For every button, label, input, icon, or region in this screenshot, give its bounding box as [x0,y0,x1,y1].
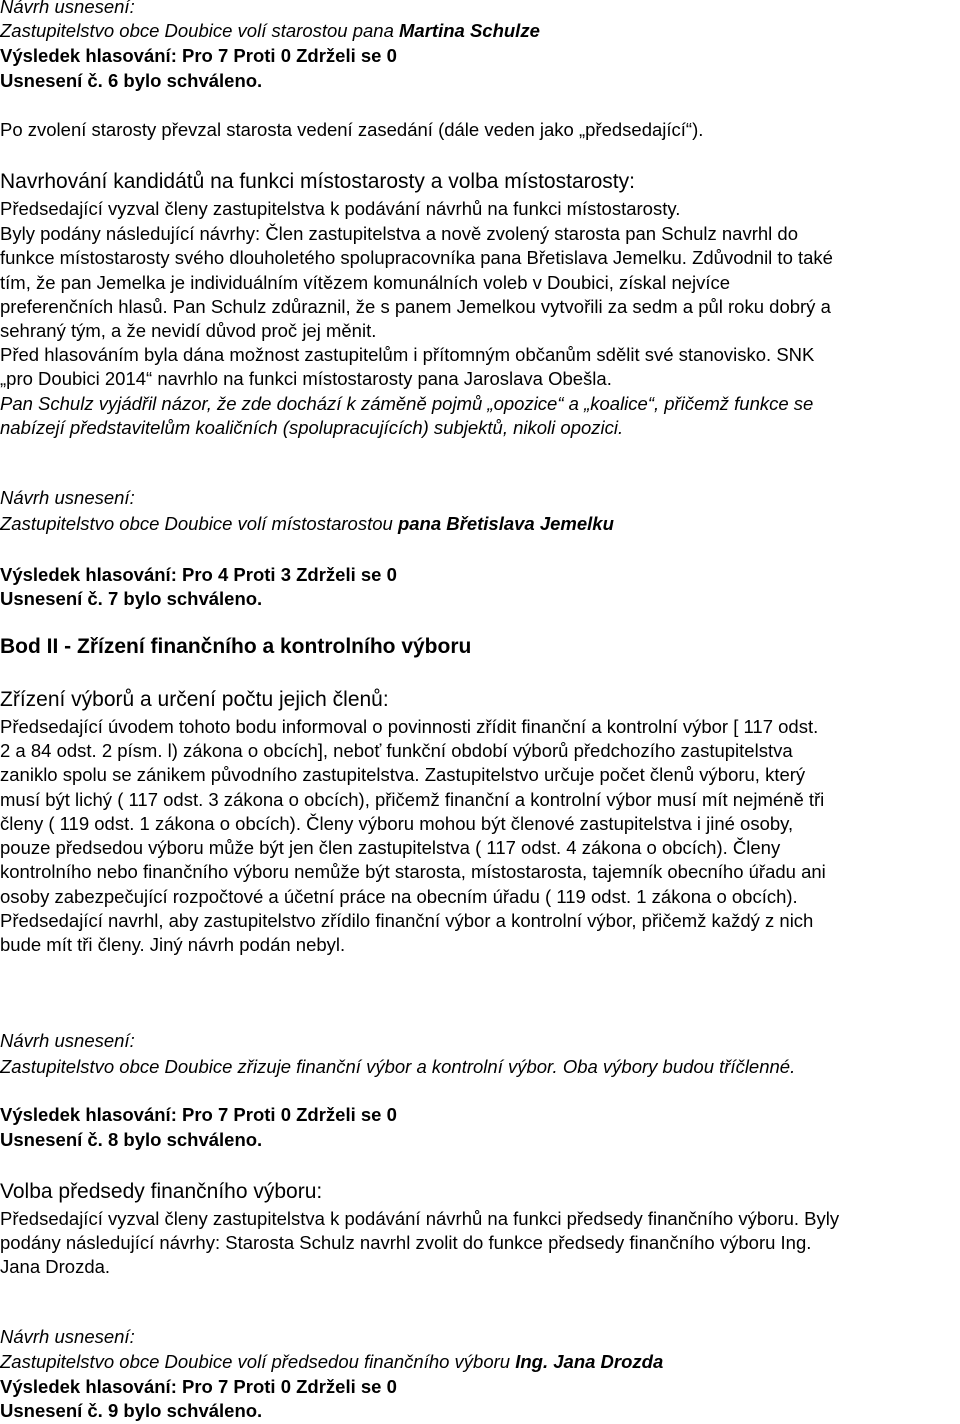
paragraph-line: Před hlasováním byla dána možnost zastupitelům i přítomným občanům sdělit své stanovisko. SNK [0,344,815,365]
section-heading-financni: Volba předsedy finančního výboru: [0,1180,323,1203]
paragraph-line: Předsedající vyzval členy zastupitelstva k podávání návrhů na funkci předsedy finančního výboru. Byly [0,1208,840,1229]
paragraph-line: členy ( 119 odst. 1 zákona o obcích). Členy výboru mohou být členové zastupitelstva i jiné osoby, [0,813,794,834]
resolution-9-text [0,1351,663,1373]
paragraph-line: zaniklo spolu se zánikem původního zastupitelstva. Zastupitelstvo určuje počet členů výboru, který [0,764,806,785]
paragraph-line: Předsedající navrhl, aby zastupitelstvo zřídilo finanční výbor a kontrolní výbor, přičemž každý z nich [0,910,814,931]
paragraph-line: sehraný tým, a že nevidí důvod proč jej měnit. [0,320,377,341]
paragraph-line: pouze předsedou výboru může být jen člen zastupitelstva ( 117 odst. 4 zákona o obcích). Členy [0,837,781,858]
usneseni-7-approved: Usnesení č. 7 bylo schváleno. [0,588,263,609]
paragraph-line: 2 a 84 odst. 2 písm. l) zákona o obcích], neboť funkční období výborů předchozího zastupitelstva [0,740,793,761]
paragraph-line: kontrolního nebo finančního výboru nemůže být starosta, místostarosta, tajemník obecního úřadu ani [0,861,826,882]
usneseni-9-approved: Usnesení č. 9 bylo schváleno. [0,1400,263,1421]
resolution-8-text: Zastupitelstvo obce Doubice zřizuje finanční výbor a kontrolní výbor. Oba výbory budou tříčlenné. [0,1056,796,1077]
navrh-usneseni-label: Návrh usnesení: [0,1326,135,1347]
paragraph-line: podány následující návrhy: Starosta Schulz navrhl zvolit do funkce předsedy finančního výboru Ing. [0,1232,812,1253]
resolution-6-name: Martina Schulze [399,20,540,41]
vote-result-6: Výsledek hlasování: Pro 7 Proti 0 Zdrželi se 0 [0,45,397,66]
resolution-7-text [0,513,614,535]
resolution-7-name: pana Břetislava Jemelku [397,513,614,534]
vote-result-9: Výsledek hlasování: Pro 7 Proti 0 Zdrželi se 0 [0,1376,397,1397]
paragraph-line: Předsedající úvodem tohoto bodu informoval o povinnosti zřídit finanční a kontrolní výbor [ 117 odst. [0,716,819,737]
subheading-vybory: Zřízení výborů a určení počtu jejich členů: [0,688,389,711]
paragraph-line: Předsedající vyzval členy zastupitelstva k podávání návrhů na funkci místostarosty. [0,198,681,219]
italic-line: nabízejí představitelům koaličních (spolupracujících) subjektů, nikoli opozici. [0,417,624,438]
vote-result-7: Výsledek hlasování: Pro 4 Proti 3 Zdrželi se 0 [0,564,397,585]
resolution-9-body: Zastupitelstvo obce Doubice volí předsedou finančního výboru [0,1351,516,1372]
after-election-note: Po zvolení starosty převzal starosta vedení zasedání (dále veden jako „předsedající“). [0,119,704,140]
resolution-6-body: Zastupitelstvo obce Doubice volí starostou pana [0,20,400,41]
paragraph-line: Jana Drozda. [0,1256,111,1277]
paragraph-line: funkce místostarosty svého dlouholetého spolupracovníka pana Břetislava Jemelku. Zdůvodnil to také [0,247,833,268]
paragraph-line: tím, že pan Jemelka je individuálním vítězem komunálních voleb v Doubici, získal nejvíce [0,272,731,293]
resolution-9-name: Ing. Jana Drozda [515,1351,664,1372]
paragraph-line: osoby zabezpečující rozpočtové a účetní práce na obecním úřadu ( 119 odst. 1 zákona o obcích). [0,886,798,907]
italic-line: Pan Schulz vyjádřil názor, že zde dochází k záměně pojmů „opozice“ a „koalice“, přičemž funkce se [0,393,814,414]
bod-ii-title: Bod II - Zřízení finančního a kontrolního výboru [0,635,472,658]
navrh-usneseni-label: Návrh usnesení: [0,1030,135,1051]
paragraph-line: bude mít tři členy. Jiný návrh podán nebyl. [0,934,346,955]
vote-result-8: Výsledek hlasování: Pro 7 Proti 0 Zdrželi se 0 [0,1104,397,1125]
resolution-7-body: Zastupitelstvo obce Doubice volí místostarostou [0,513,398,534]
section-heading-mistostarosta: Navrhování kandidátů na funkci místostarosty a volba místostarosty: [0,170,635,193]
resolution-6-text [0,20,540,42]
navrh-usneseni-label: Návrh usnesení: [0,0,135,17]
usneseni-8-approved: Usnesení č. 8 bylo schváleno. [0,1129,263,1150]
paragraph-line: „pro Doubici 2014“ navrhlo na funkci místostarosty pana Jaroslava Obešla. [0,368,612,389]
paragraph-line: Byly podány následující návrhy: Člen zastupitelstva a nově zvolený starosta pan Schulz navrhl do [0,223,799,244]
navrh-usneseni-label: Návrh usnesení: [0,487,135,508]
paragraph-line: musí být lichý ( 117 odst. 3 zákona o obcích), přičemž finanční a kontrolní výbor musí mít nejméně tři [0,789,825,810]
paragraph-line: preferenčních hlasů. Pan Schulz zdůraznil, že s panem Jemelkou vytvořili za sedm a půl roku dobrý a [0,296,831,317]
usneseni-6-approved: Usnesení č. 6 bylo schváleno. [0,70,263,91]
